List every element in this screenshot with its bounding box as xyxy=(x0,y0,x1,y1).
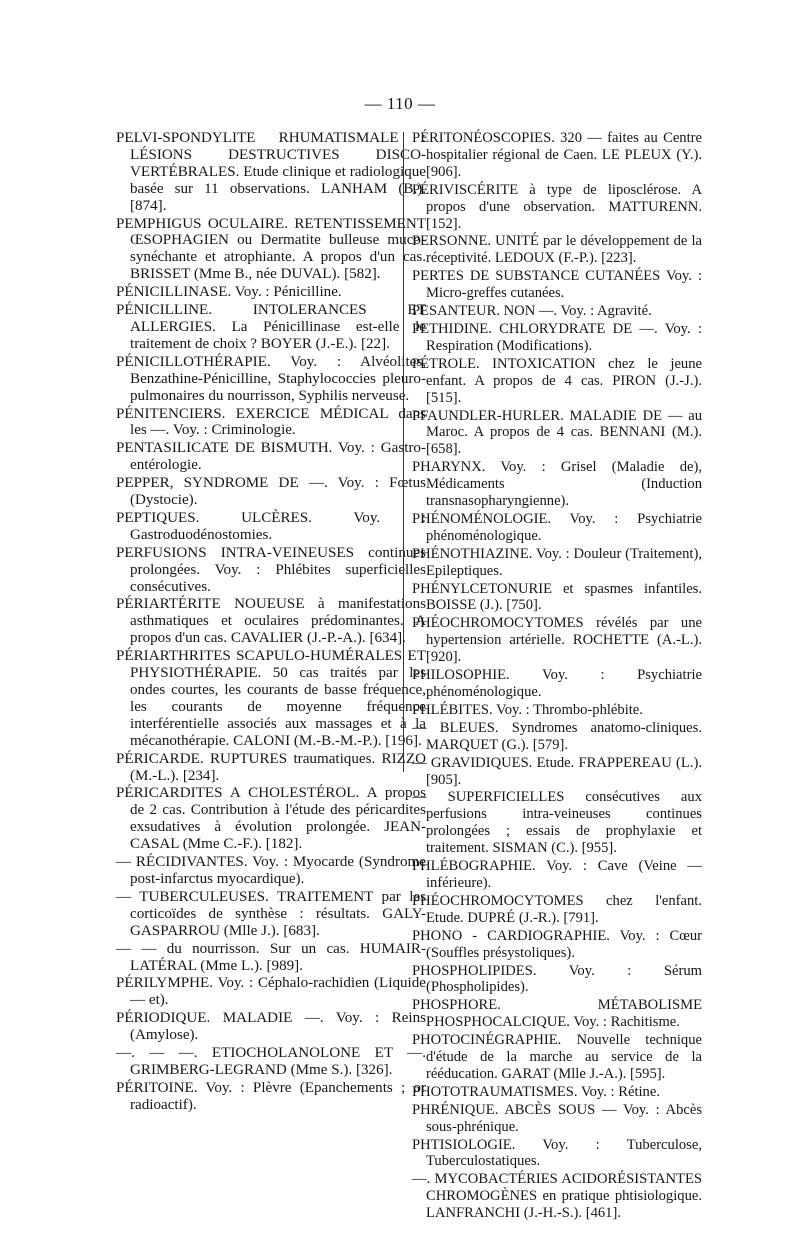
index-entry: PERTES DE SUBSTANCE CUTANÉES Voy. : Micro-greffes cutanées. xyxy=(412,268,702,302)
index-entry: PEPPER, SYNDROME DE —. Voy. : Fœtus (Dystocie). xyxy=(116,475,426,509)
index-entry: PÉNICILLINASE. Voy. : Pénicilline. xyxy=(116,284,342,301)
index-entry: PFAUNDLER-HURLER. MALADIE DE — au Maroc. A propos de 4 cas. BENNANI (M.). [658]. xyxy=(412,407,702,458)
index-entry: PÉRITOINE. Voy. : Plèvre (Epanchements ; or radioactif). xyxy=(116,1079,426,1113)
index-entry: PERFUSIONS INTRA-VEINEUSES continues prolongées. Voy. : Phlébites superficielles consécutives. xyxy=(116,544,426,595)
index-entry: PHÉNOTHIAZINE. Voy. : Douleur (Traitement), Epileptiques. xyxy=(412,545,702,579)
index-entry: PHOTOCINÉGRAPHIE. Nouvelle technique d'étude de la marche au service de la rééducation. GARAT (Mlle J.-A.). [595]. xyxy=(412,1032,702,1082)
index-entry: PHARYNX. Voy. : Grisel (Maladie de), Médicaments (Induction transnasopharyngienne). xyxy=(412,459,702,510)
index-entry: — RÉCIDIVANTES. Voy. : Myocarde (Syndrome post-infarctus myocardique). xyxy=(116,854,426,887)
index-entry: PHRÉNIQUE. ABCÈS SOUS — Voy. : Abcès sous-phrénique. xyxy=(412,1101,702,1135)
index-entry: PESANTEUR. NON —. Voy. : Agravité. xyxy=(412,303,652,320)
index-entry: PEMPHIGUS OCULAIRE. RETENTISSEMENT ŒSOPHAGIEN ou Dermatite bulleuse muco-synéchante et atrophiante. A propos d'un cas. BRISSET (Mme B., née DUVAL). [582]. xyxy=(116,215,426,283)
index-entry: —. — —. ETIOCHOLANOLONE ET —. GRIMBERG-LEGRAND (Mme S.). [326]. xyxy=(116,1045,426,1078)
index-entry: PÉRICARDE. RUPTURES traumatiques. RIZZO (M.-L.). [234]. xyxy=(116,750,426,784)
index-entry: — TUBERCULEUSES. TRAITEMENT par les corticoïdes de synthèse : résultats. GALY-GASPARROU (Mlle J.). [683]. xyxy=(116,888,426,939)
index-entry: PÉRILYMPHE. Voy. : Céphalo-rachidien (Liquide — et). xyxy=(116,975,426,1009)
index-entry: PÉRIODIQUE. MALADIE —. Voy. : Reins (Amylose). xyxy=(116,1010,426,1044)
index-entry: PHÉNYLCETONURIE et spasmes infantiles. BOISSE (J.). [750]. xyxy=(412,580,702,614)
index-entry: PÉNITENCIERS. EXERCICE MÉDICAL dans les —. Voy. : Criminologie. xyxy=(116,405,426,439)
index-entry: PHOSPHOLIPIDES. Voy. : Sérum (Phospholipides). xyxy=(412,962,702,996)
index-entry: PÉRIARTÉRITE NOUEUSE à manifestations asthmatiques et oculaires prédominantes. A propos d'un cas. CAVALIER (J.-P.-A.). [634]. xyxy=(116,596,426,647)
index-column-left xyxy=(116,130,426,1115)
index-entry: PETHIDINE. CHLORYDRATE DE —. Voy. : Respiration (Modifications). xyxy=(412,320,702,354)
index-entry: PÉRIVISCÉRITE à type de liposclérose. A propos d'une observation. MATTURENN. [152]. xyxy=(412,181,702,232)
index-column-right xyxy=(412,130,702,1223)
column-divider xyxy=(403,132,404,772)
index-entry: PERSONNE. UNITÉ par le développement de la réceptivité. LEDOUX (F.-P.). [223]. xyxy=(412,233,702,267)
page-number: — 110 — xyxy=(364,94,436,113)
index-entry: PÉNICILLINE. INTOLERANCES ET ALLERGIES. La Pénicillinase est-elle le traitement de choix ? BOYER (J.-E.). [22]. xyxy=(116,302,426,352)
index-entry: PHLÉBITES. Voy. : Thrombo-phlébite. xyxy=(412,701,643,718)
index-entry: PÉTROLE. INTOXICATION chez le jeune enfant. A propos de 4 cas. PIRON (J.-J.). [515]. xyxy=(412,355,702,406)
index-entry: PHONO - CARDIOGRAPHIE. Voy. : Cœur (Souffles présystoliques). xyxy=(412,927,702,961)
index-entry: PHÉOCHROMOCYTOMES chez l'enfant. Etude. DUPRÉ (J.-R.). [791]. xyxy=(412,892,702,926)
index-entry: — BLEUES. Syndromes anatomo-cliniques. MARQUET (G.). [579]. xyxy=(412,719,702,753)
index-entry: PEPTIQUES. ULCÈRES. Voy. : Gastroduodénostomies. xyxy=(116,509,426,543)
index-entry: PHLÉBOGRAPHIE. Voy. : Cave (Veine — inférieure). xyxy=(412,858,702,891)
index-entry: — — du nourrisson. Sur un cas. HUMAIR-LATÉRAL (Mme L.). [989]. xyxy=(116,940,426,974)
index-entry: PÉNICILLOTHÉRAPIE. Voy. : Alvéolites, Benzathine-Pénicilline, Staphylococcies pleuro-pulmonaires du nourrisson, Syphilis nerveuse. xyxy=(116,353,426,404)
index-entry: PENTASILICATE DE BISMUTH. Voy. : Gastro-entérologie. xyxy=(116,440,426,474)
index-entry: PHTISIOLOGIE. Voy. : Tuberculose, Tuberculostatiques. xyxy=(412,1136,702,1170)
index-entry: PELVI-SPONDYLITE RHUMATISMALE : LÉSIONS DESTRUCTIVES DISCO-VERTÉBRALES. Etude clinique et radiologique basée sur 11 observations. LANHAM (B.). [874]. xyxy=(116,130,426,214)
index-entry: PÉRITONÉOSCOPIES. 320 — faites au Centre hospitalier régional de Caen. LE PLEUX (Y.). [906]. xyxy=(412,130,702,180)
index-entry: PÉRIARTHRITES SCAPULO-HUMÉRALES ET PHYSIOTHÉRAPIE. 50 cas traités par les ondes courtes, les courants de basse fréquence, les courants de moyenne fréquence interférentielle associés aux massages et à la mécanothérapie. CALONI (M.-B.-M.-P.). [196]. xyxy=(116,648,426,749)
index-entry: — GRAVIDIQUES. Etude. FRAPPEREAU (L.). [905]. xyxy=(412,754,702,788)
index-entry: PHOTOTRAUMATISMES. Voy. : Rétine. xyxy=(412,1083,660,1100)
index-entry: PHILOSOPHIE. Voy. : Psychiatrie phénoménologique. xyxy=(412,667,702,700)
index-entry: — SUPERFICIELLES consécutives aux perfusions intra-veineuses continues prolongées ; essais de prophylaxie et traitement. SISMAN (C.). [955]. xyxy=(412,789,702,857)
index-entry: PHÉNOMÉNOLOGIE. Voy. : Psychiatrie phénoménologique. xyxy=(412,510,702,544)
index-entry: PHÉOCHROMOCYTOMES révélés par une hypertension artérielle. ROCHETTE (A.-L.). [920]. xyxy=(412,615,702,666)
index-entry: PHOSPHORE. MÉTABOLISME PHOSPHOCALCIQUE. Voy. : Rachitisme. xyxy=(412,997,702,1031)
index-entry: PÉRICARDITES A CHOLESTÉROL. A propos de 2 cas. Contribution à l'étude des péricardites exsudatives à évolution prolongée. JEAN-CASAL (Mme C.-F.). [182]. xyxy=(116,785,426,853)
index-entry: —. MYCOBACTÉRIES ACIDORÉSISTANTES CHROMOGÈNES en pratique phtisiologique. LANFRANCHI (J.-H.-S.). [461]. xyxy=(412,1171,702,1222)
